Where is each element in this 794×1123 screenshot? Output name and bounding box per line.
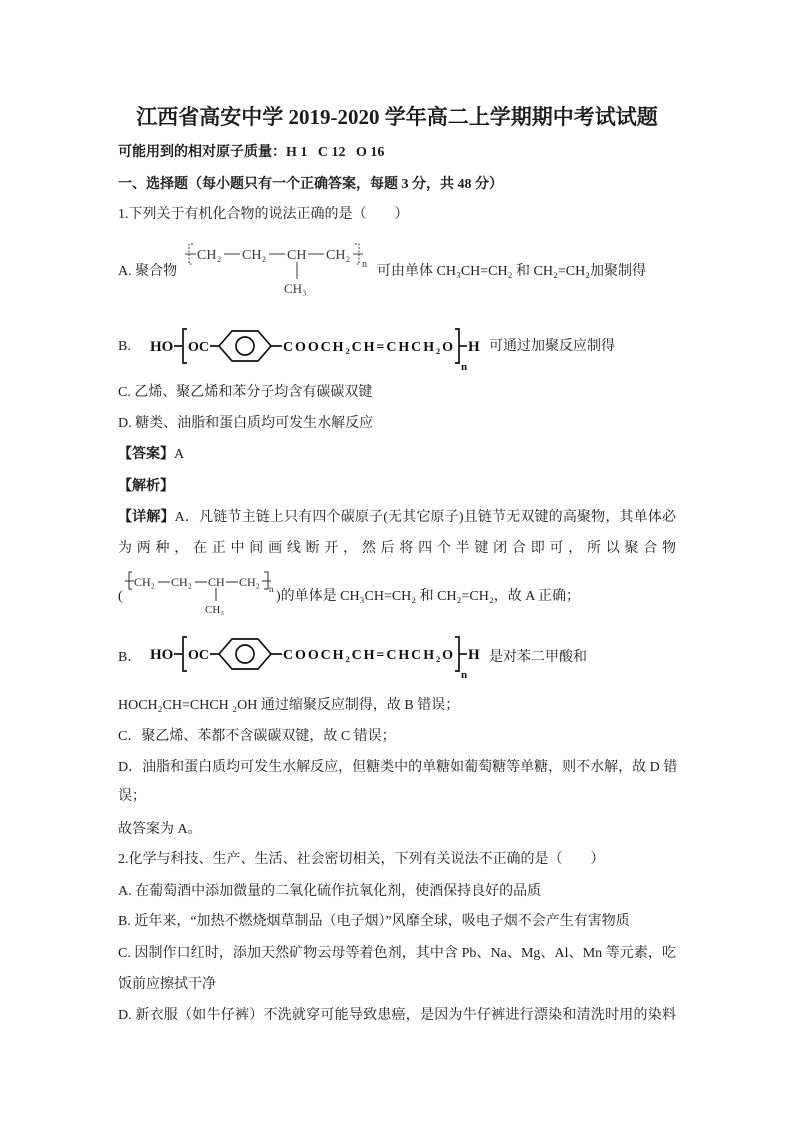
benzene-ring — [219, 639, 271, 669]
q2-option-d: D. 新衣服（如牛仔裤）不洗就穿可能导致患癌，是因为牛仔裤进行漂染和清洗时用的染料 — [118, 1008, 676, 1023]
atomic-masses: 可能用到的相对原子质量：H 1 C 12 O 16 — [118, 145, 385, 160]
q1-option-a-text: 可由单体 CH₃CH=CH₂ 和 CH₂=CH₂加聚制得 — [377, 264, 647, 279]
repeat-count: n — [362, 259, 367, 270]
chain-group-1: CH₂ — [134, 575, 155, 589]
q2-stem: 2.化学与科技、生产、生活、社会密切相关，下列有关说法不正确的是（ ） — [118, 852, 605, 867]
polyester-structure-detail — [146, 630, 486, 680]
detail-a-text-1: A．凡链节主链上只有四个碳原子(无其它原子)且链节无双键的高聚物，其单体必 — [174, 510, 676, 525]
benzene-ring-circle — [236, 337, 254, 355]
answer-value: A — [174, 447, 185, 462]
chain-group-4: CH₂ — [239, 575, 260, 589]
methyl-substituent: CH₃ — [205, 604, 225, 616]
detail-label: 【详解】 — [118, 510, 175, 525]
benzene-ring-circle — [236, 645, 254, 663]
q1-option-b-text: 可通过加聚反应制得 — [489, 339, 615, 354]
right-bracket — [455, 329, 459, 363]
right-bracket — [455, 637, 459, 671]
q1-answer — [118, 445, 184, 465]
q1-option-c: C. 乙烯、聚乙烯和苯分子均含有碳碳双键 — [118, 385, 373, 400]
carbonyl-group: OC — [188, 648, 209, 663]
end-group-left: HO — [150, 647, 174, 663]
detail-a-open-paren: ( — [118, 589, 123, 604]
section-heading: 一、选择题（每小题只有一个正确答案，每题 3 分，共 48 分） — [118, 177, 503, 192]
chain-group-2: CH₂ — [171, 575, 192, 589]
q2-option-b: B. 近年来，“加热不燃烧烟草制品（电子烟）”风靡全球，吸电子烟不会产生有害物质 — [118, 914, 630, 929]
methyl-substituent: CH₃ — [284, 281, 307, 296]
repeat-count: n — [461, 361, 468, 373]
carbonyl-group: OC — [188, 340, 209, 355]
page-title: 江西省高安中学 2019-2020 学年高二上学期期中考试试题 — [136, 105, 658, 129]
benzene-ring — [219, 331, 271, 361]
end-group-right: H — [468, 339, 480, 355]
detail-b-line-1: 是对苯二甲酸和 — [489, 650, 587, 665]
detail-b-label: B． — [118, 650, 142, 665]
detail-a-line-2: 为两种，在正中间画线断开，然后将四个半键闭合即可，所以聚合物 — [118, 541, 676, 556]
chain-group-4: CH₂ — [326, 248, 351, 263]
q2-option-c-line-2: 饭前应擦拭干净 — [118, 977, 216, 992]
q2-option-c-line-1: C. 因制作口红时，添加天然矿物云母等着色剂，其中含 Pb、Na、Mg、Al、Mn 等元素，吃 — [118, 946, 676, 961]
left-bracket — [183, 329, 187, 363]
detail-d-line-1: D．油脂和蛋白质均可发生水解反应，但糖类中的单糖如葡萄糖等单糖，则不水解，故 D 错 — [118, 760, 678, 775]
repeat-count: n — [461, 669, 468, 681]
detail-a-line-3: )的单体是 CH₃CH=CH₂ 和 CH₂=CH₂，故 A 正确； — [276, 589, 581, 604]
chain-group-1: CH₂ — [197, 248, 222, 263]
chain-group-3: CH — [208, 575, 225, 589]
q1-option-a-label: A. 聚合物 — [118, 264, 178, 279]
detail-conclusion: 故答案为 A。 — [118, 822, 202, 837]
analysis-label: 【解析】 — [118, 479, 174, 494]
left-bracket — [183, 637, 187, 671]
polyester-structure-option-b — [146, 322, 486, 372]
q1-stem: 1.下列关于有机化合物的说法正确的是（ ） — [118, 207, 409, 222]
ester-chain: COOCH₂CH=CHCH₂O — [283, 340, 453, 355]
end-group-right: H — [468, 647, 480, 663]
detail-a-line-1 — [118, 508, 676, 528]
ester-chain: COOCH₂CH=CHCH₂O — [283, 648, 453, 663]
answer-label: 【答案】 — [118, 447, 174, 462]
end-group-left: HO — [150, 339, 174, 355]
chain-group-2: CH₂ — [242, 248, 267, 263]
q1-option-b-label: B. — [118, 339, 131, 354]
q1-option-d: D. 糖类、油脂和蛋白质均可发生水解反应 — [118, 416, 374, 431]
repeat-count: n — [269, 584, 274, 594]
chain-group-3: CH — [287, 248, 307, 263]
detail-d-line-2: 误； — [118, 789, 146, 804]
polymer-structure-option-a — [183, 238, 375, 300]
q2-option-a: A. 在葡萄酒中添加微量的二氧化硫作抗氧化剂，使酒保持良好的品质 — [118, 884, 542, 899]
detail-c-line: C．聚乙烯、苯都不含碳碳双键，故 C 错误； — [118, 729, 396, 744]
polymer-structure-detail — [124, 570, 276, 618]
detail-b-line-2: HOCH₂CH=CHCH ₂OH 通过缩聚反应制得，故 B 错误； — [118, 698, 460, 713]
